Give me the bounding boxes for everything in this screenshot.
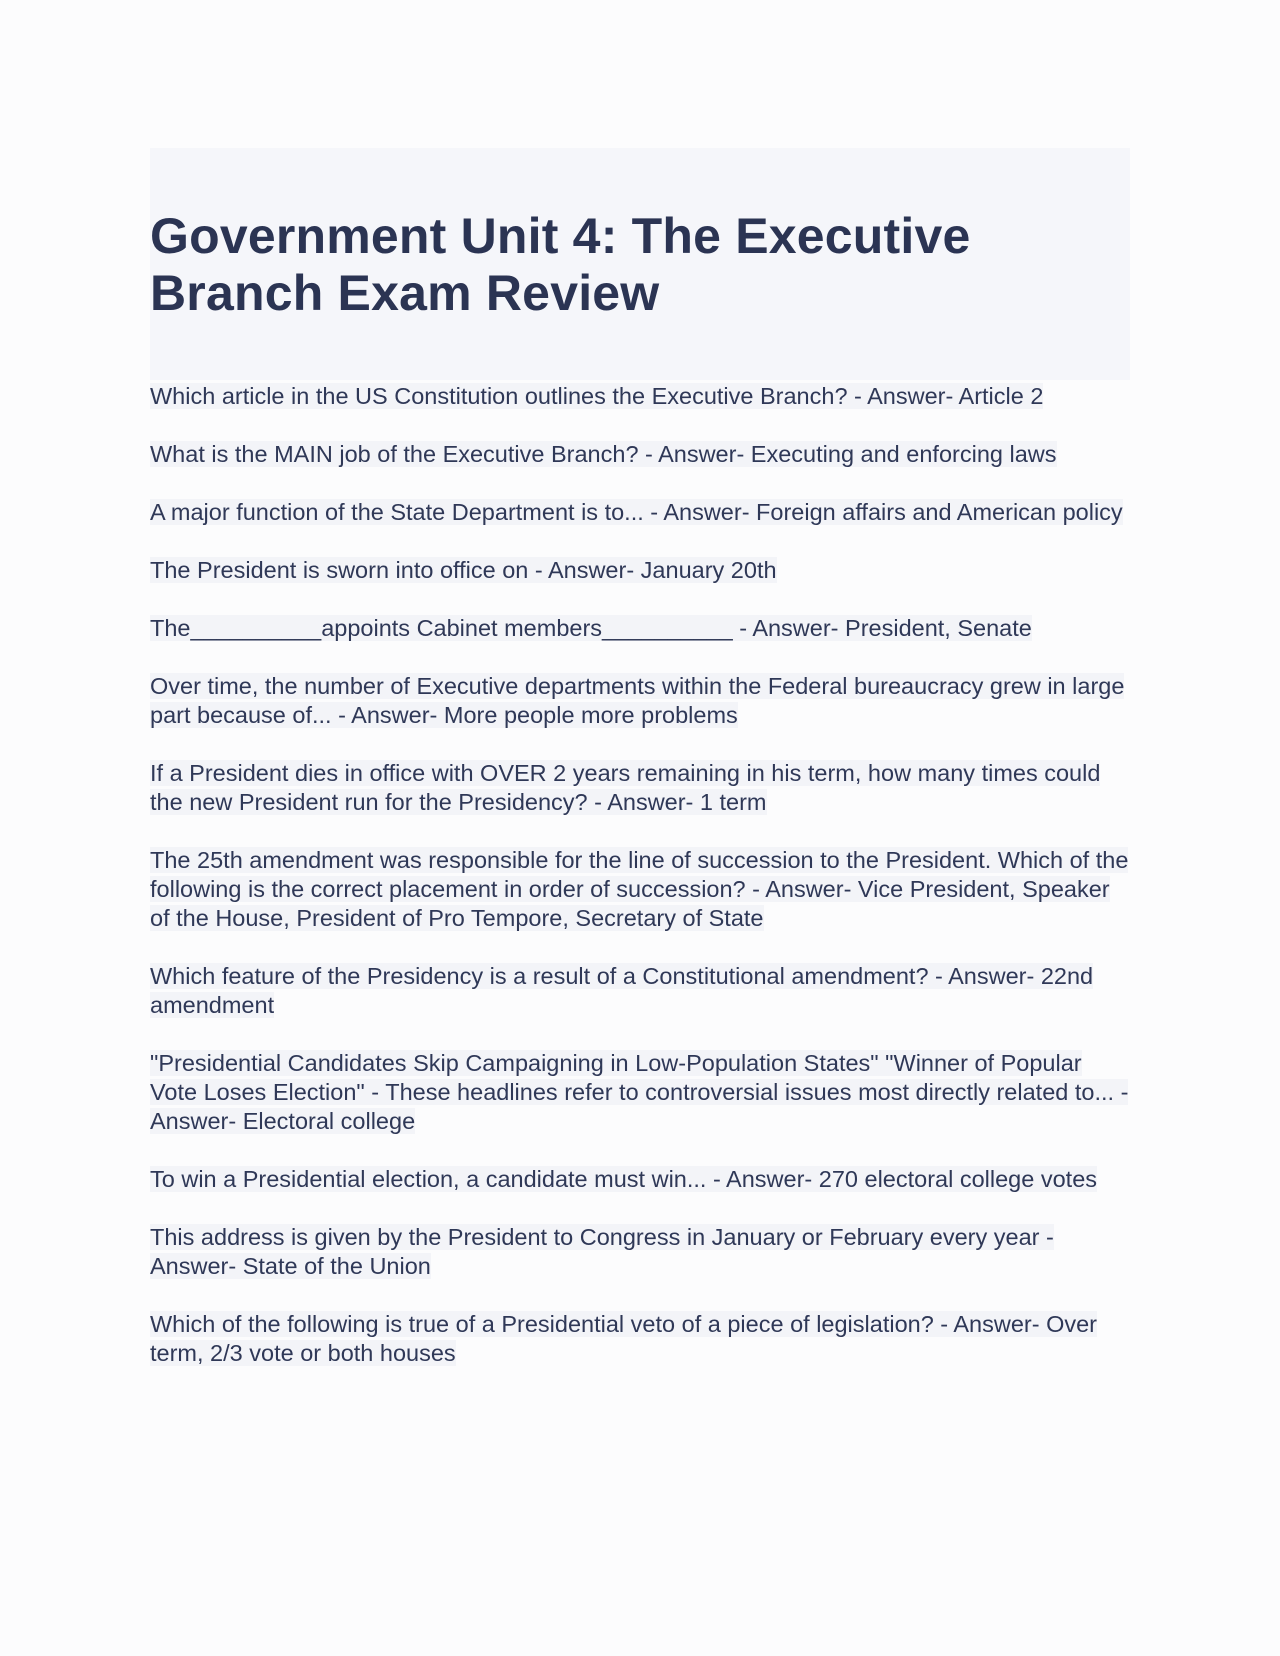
qa-text: To win a Presidential election, a candidate must win... - Answer- 270 electoral college votes	[150, 1166, 1098, 1192]
qa-text: What is the MAIN job of the Executive Branch? - Answer- Executing and enforcing laws	[150, 441, 1057, 467]
qa-text: If a President dies in office with OVER 2 years remaining in his term, how many times could the new President run for the Presidency? - Answer- 1 term	[150, 760, 1101, 815]
qa-item	[150, 759, 1130, 817]
qa-text: This address is given by the President to Congress in January or February every year - Answer- State of the Union	[150, 1224, 1054, 1279]
qa-text: Over time, the number of Executive departments within the Federal bureaucracy grew in large part because of... - Answer- More people more problems	[150, 673, 1125, 728]
qa-item	[150, 1310, 1130, 1368]
qa-item	[150, 382, 1130, 411]
qa-text: A major function of the State Department is to... - Answer- Foreign affairs and American policy	[150, 499, 1123, 525]
qa-item	[150, 614, 1130, 643]
qa-item	[150, 556, 1130, 585]
qa-text: Which article in the US Constitution outlines the Executive Branch? - Answer- Article 2	[150, 383, 1044, 409]
qa-item	[150, 1223, 1130, 1281]
qa-item	[150, 672, 1130, 730]
title-block	[150, 148, 1130, 380]
qa-text: Which of the following is true of a Presidential veto of a piece of legislation? - Answer- Over term, 2/3 vote or both houses	[150, 1311, 1097, 1366]
qa-item	[150, 846, 1130, 933]
qa-item	[150, 498, 1130, 527]
qa-text: The 25th amendment was responsible for the line of succession to the President. Which of the following is the correct placement in order of succession? - Answer- Vice President, Speaker of the House, President of Pro Tempore, Secretary of State	[150, 847, 1129, 931]
qa-item	[150, 1165, 1130, 1194]
qa-text: The President is sworn into office on - Answer- January 20th	[150, 557, 777, 583]
document-page	[150, 148, 1130, 1397]
qa-text: Which feature of the Presidency is a result of a Constitutional amendment? - Answer- 22nd amendment	[150, 963, 1094, 1018]
qa-text: The__________appoints Cabinet members__________ - Answer- President, Senate	[150, 615, 1032, 641]
qa-item	[150, 1049, 1130, 1136]
document-title: Government Unit 4: The Executive Branch Exam Review	[150, 208, 971, 321]
qa-item	[150, 440, 1130, 469]
qa-item	[150, 962, 1130, 1020]
qa-list	[150, 382, 1130, 1368]
qa-text: "Presidential Candidates Skip Campaigning in Low-Population States" "Winner of Popular Vote Loses Election" - These headlines refer to controversial issues most directly related to... - Answer- Electoral college	[150, 1050, 1129, 1134]
